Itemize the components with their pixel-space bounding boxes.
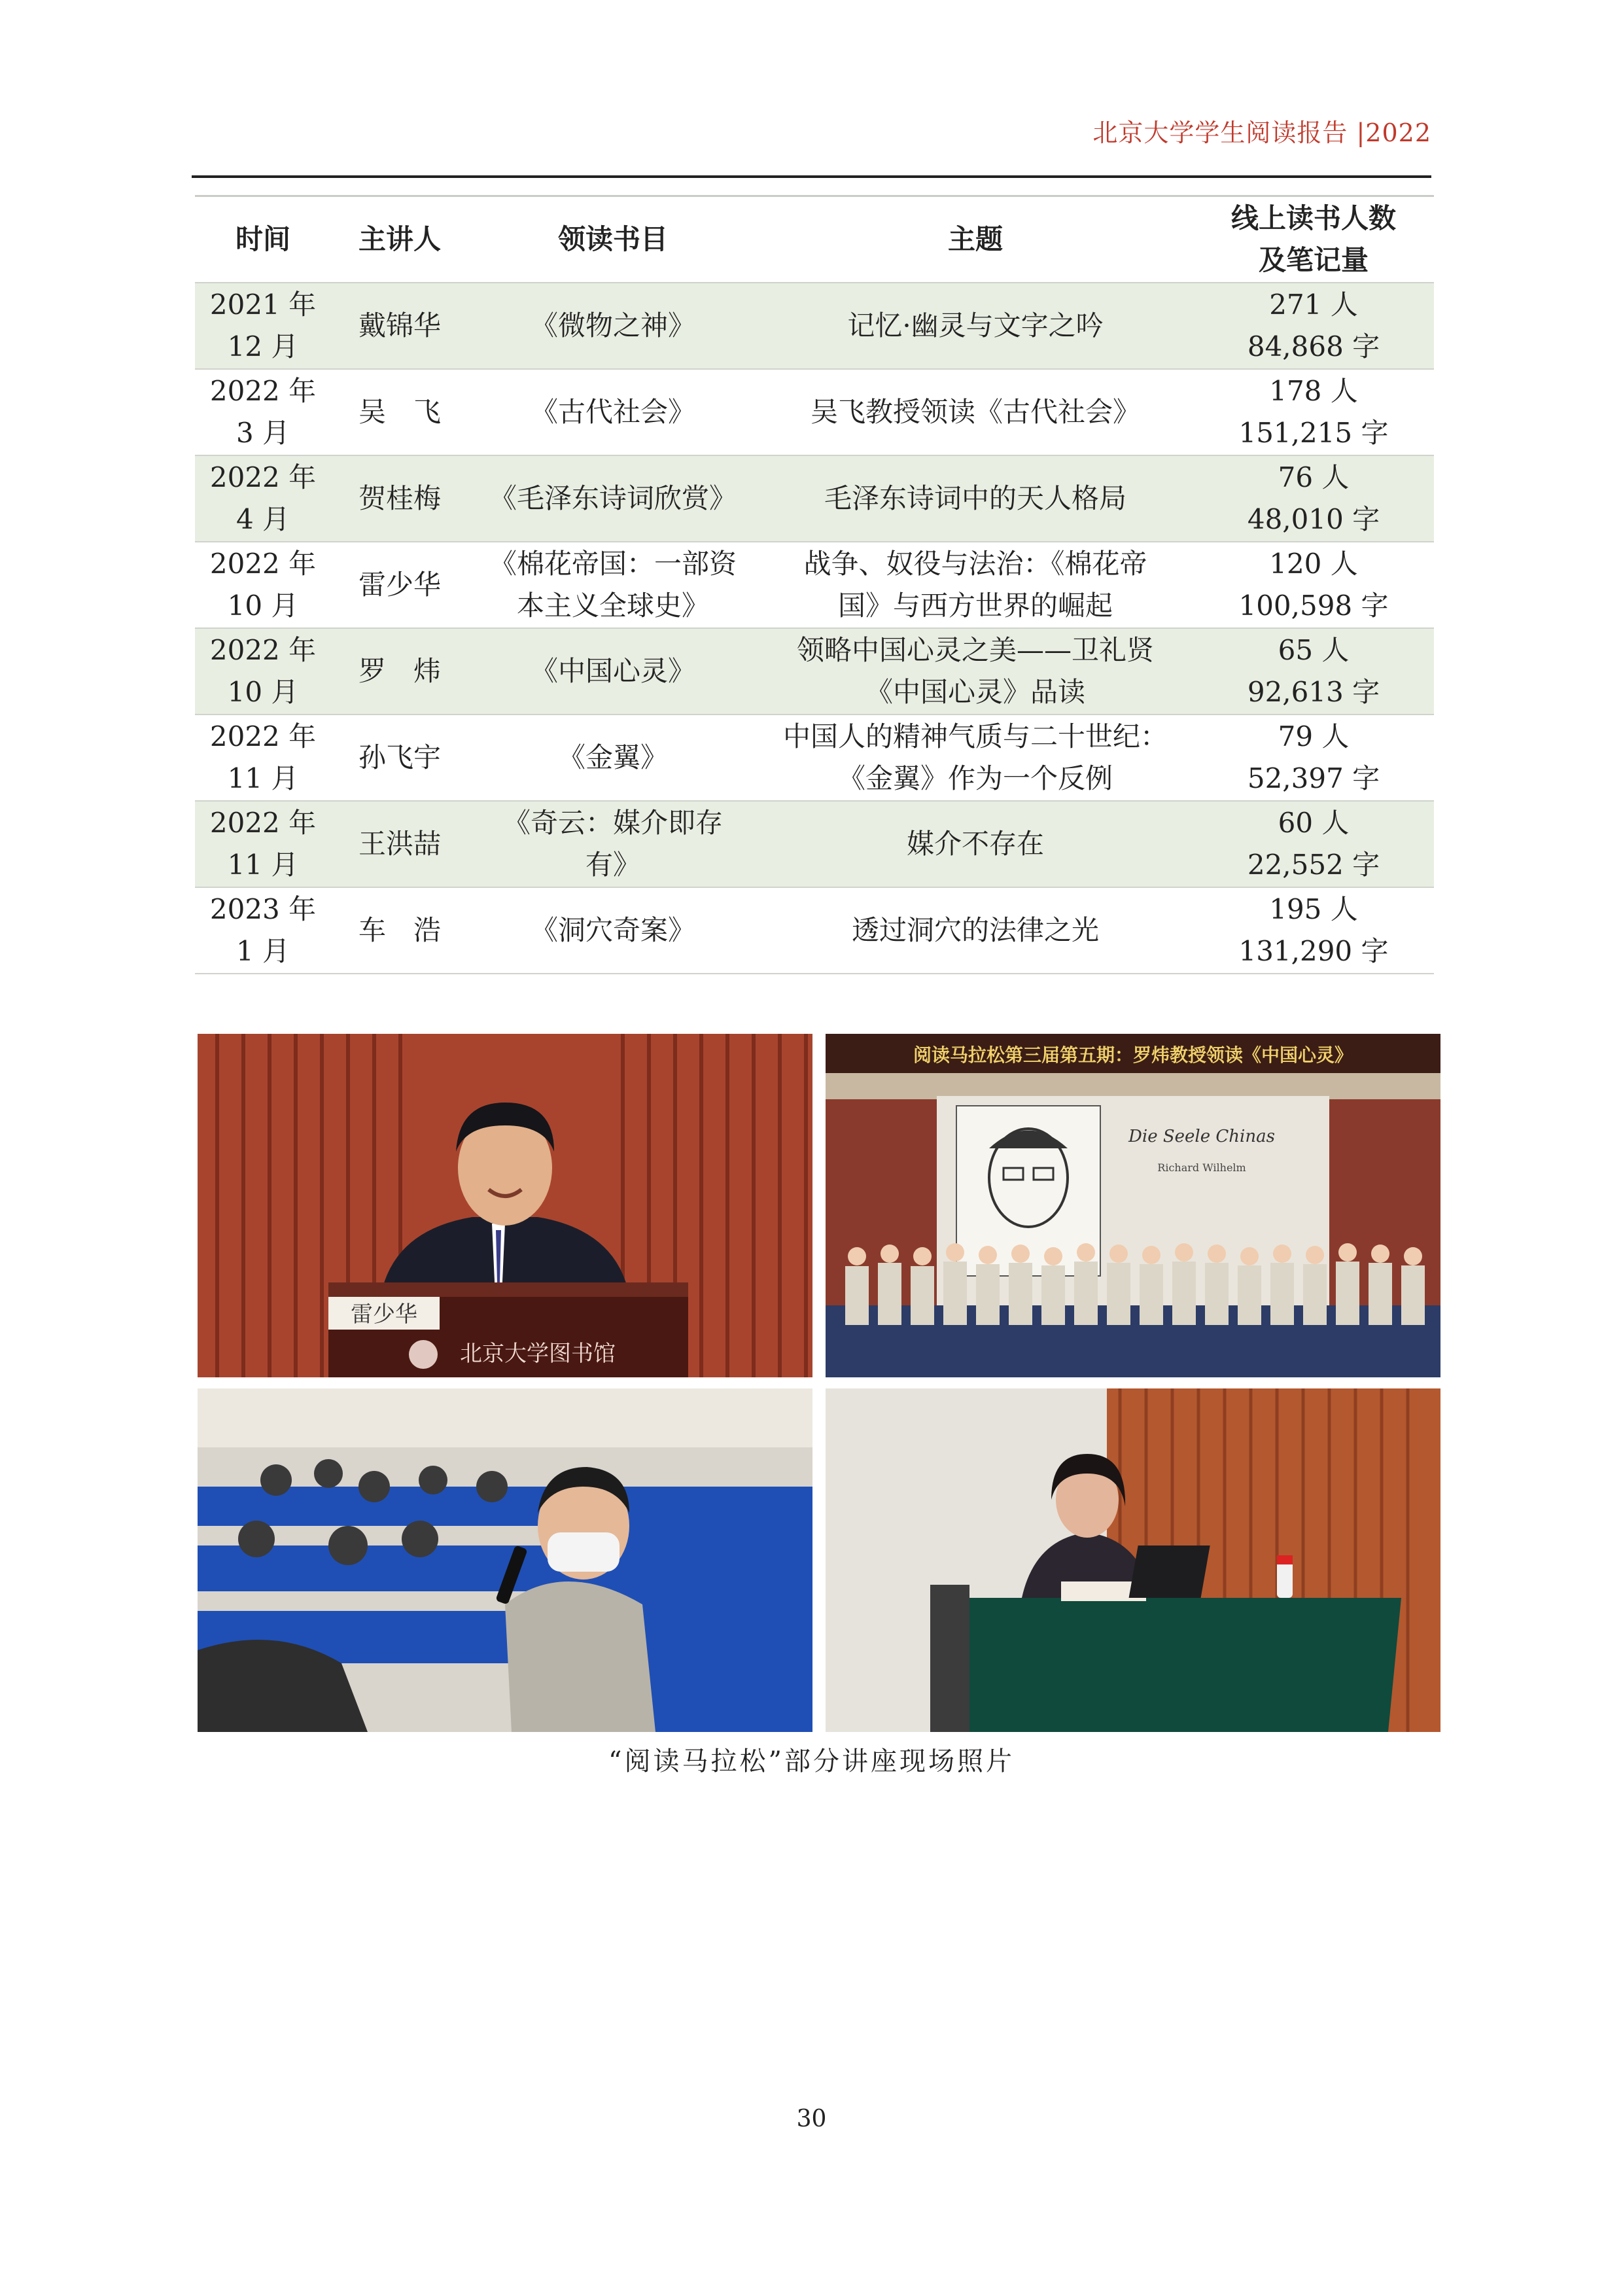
cell-book-line: 《金翼》 [557, 741, 668, 773]
cell-time-line: 3 月 [236, 416, 290, 449]
table-row [195, 283, 1434, 369]
cell-time-line: 2022 年 [209, 461, 317, 493]
cell-book [468, 283, 758, 369]
cell-stats [1193, 369, 1434, 455]
cell-book-line: 《毛泽东诗词欣赏》 [489, 482, 737, 514]
cell-time [195, 801, 331, 887]
cell-speaker: 王洪喆 [331, 801, 468, 887]
cell-stats-line: 79 人 [1278, 720, 1350, 752]
book-title-text: Die Seele Chinas [1128, 1127, 1275, 1146]
cell-theme-line: 领略中国心灵之美——卫礼贤 [796, 633, 1154, 666]
table-row [195, 715, 1434, 801]
table-header-row [195, 196, 1434, 283]
cell-book [468, 887, 758, 974]
cell-stats-line: 100,598 字 [1238, 589, 1389, 622]
cell-theme-line: 毛泽东诗词中的天人格局 [824, 482, 1126, 514]
cell-time-line: 2021 年 [209, 288, 317, 321]
cell-theme-line: 透过洞穴的法律之光 [851, 913, 1099, 946]
cell-theme-line: 媒介不存在 [906, 827, 1044, 860]
cell-theme [758, 542, 1193, 628]
photo-audience-question [198, 1388, 812, 1732]
cell-time [195, 369, 331, 455]
cell-stats-line: 178 人 [1269, 374, 1358, 407]
cell-time-line: 10 月 [227, 675, 299, 708]
cell-time [195, 542, 331, 628]
cell-stats-line: 76 人 [1278, 461, 1350, 493]
cell-theme-line: 战争、奴役与法治：《棉花帝 [803, 547, 1147, 580]
table-row [195, 455, 1434, 542]
cell-stats-line: 151,215 字 [1238, 416, 1389, 449]
cell-time-line: 4 月 [236, 503, 290, 535]
col-header-time: 时间 [195, 196, 331, 283]
cell-speaker: 戴锦华 [331, 283, 468, 369]
cell-time-line: 2022 年 [209, 633, 317, 666]
cell-time-line: 2022 年 [209, 806, 317, 839]
cell-time [195, 628, 331, 715]
page-number: 30 [796, 2106, 827, 2132]
cell-theme [758, 369, 1193, 455]
col-header-stats [1193, 196, 1434, 283]
col-header-book: 领读书目 [468, 196, 758, 283]
cell-book [468, 801, 758, 887]
cell-book-line: 有》 [585, 848, 640, 881]
col-header-speaker: 主讲人 [331, 196, 468, 283]
table-row [195, 628, 1434, 715]
cell-time [195, 715, 331, 801]
cell-time-line: 1 月 [236, 934, 290, 967]
cell-stats-line: 131,290 字 [1238, 934, 1389, 967]
cell-book [468, 369, 758, 455]
table-row [195, 801, 1434, 887]
cell-stats [1193, 455, 1434, 542]
col-header-stats-line: 线上读书人数 [1230, 202, 1396, 234]
photo-group-slide [826, 1034, 1440, 1377]
cell-speaker: 雷少华 [331, 542, 468, 628]
cell-theme [758, 455, 1193, 542]
cell-stats-line: 65 人 [1278, 633, 1350, 666]
cell-theme-line: 《中国心灵》品读 [865, 675, 1085, 708]
cell-speaker: 孙飞宇 [331, 715, 468, 801]
cell-theme-line: 《金翼》作为一个反例 [837, 762, 1113, 794]
photo-lecturer-table [826, 1388, 1440, 1732]
cell-stats [1193, 542, 1434, 628]
cell-stats-line: 84,868 字 [1247, 330, 1380, 362]
cell-stats [1193, 887, 1434, 974]
cell-stats [1193, 283, 1434, 369]
cell-theme-line: 国》与西方世界的崛起 [837, 589, 1113, 622]
cell-time-line: 12 月 [227, 330, 299, 362]
cell-theme-line: 中国人的精神气质与二十世纪： [782, 720, 1168, 752]
cell-book [468, 628, 758, 715]
table-row [195, 887, 1434, 974]
cell-time-line: 11 月 [227, 762, 299, 794]
cell-theme [758, 887, 1193, 974]
cell-book-line: 《微物之神》 [530, 309, 695, 342]
cell-stats-line: 271 人 [1269, 288, 1358, 321]
podium-logo-text: 北京大学图书馆 [460, 1341, 616, 1367]
cell-stats [1193, 801, 1434, 887]
cell-stats-line: 22,552 字 [1247, 848, 1380, 881]
cell-time-line: 11 月 [227, 848, 299, 881]
cell-book [468, 715, 758, 801]
cell-speaker: 车 浩 [331, 887, 468, 974]
cell-speaker: 贺桂梅 [331, 455, 468, 542]
cell-book-line: 《古代社会》 [530, 395, 695, 428]
cell-stats-line: 120 人 [1269, 547, 1358, 580]
cell-theme [758, 801, 1193, 887]
cell-time [195, 887, 331, 974]
book-author-text: Richard Wilhelm [1157, 1161, 1246, 1174]
cell-theme-line: 记忆·幽灵与文字之吟 [847, 309, 1104, 342]
cell-theme [758, 628, 1193, 715]
cell-stats-line: 48,010 字 [1247, 503, 1380, 535]
cell-book-line: 《奇云：媒介即存 [502, 806, 723, 839]
cell-book-line: 《棉花帝国：一部资 [489, 547, 737, 580]
cell-book-line: 《洞穴奇案》 [530, 913, 695, 946]
table-row [195, 542, 1434, 628]
table-row [195, 369, 1434, 455]
cell-time-line: 2022 年 [209, 720, 317, 752]
cell-book [468, 542, 758, 628]
cell-speaker: 吴 飞 [331, 369, 468, 455]
cell-stats [1193, 628, 1434, 715]
cell-speaker: 罗 炜 [331, 628, 468, 715]
cell-theme-line: 吴飞教授领读《古代社会》 [810, 395, 1140, 428]
cell-time-line: 2023 年 [209, 892, 317, 925]
cell-time [195, 455, 331, 542]
cell-book-line: 本主义全球史》 [516, 589, 709, 622]
slide-banner-text: 阅读马拉松第三届第五期：罗炜教授领读《中国心灵》 [913, 1044, 1353, 1066]
nameplate-text: 雷少华 [351, 1301, 417, 1328]
cell-stats-line: 92,613 字 [1247, 675, 1380, 708]
cell-theme [758, 715, 1193, 801]
col-header-stats-line: 及笔记量 [1258, 243, 1369, 276]
cell-stats-line: 60 人 [1278, 806, 1350, 839]
cell-theme [758, 283, 1193, 369]
cell-stats-line: 52,397 字 [1247, 762, 1380, 794]
cell-book-line: 《中国心灵》 [530, 654, 695, 687]
cell-time-line: 2022 年 [209, 547, 317, 580]
photo-speaker-podium [198, 1034, 812, 1377]
col-header-theme: 主题 [758, 196, 1193, 283]
cell-book [468, 455, 758, 542]
running-header: 北京大学学生阅读报告 |2022 [1092, 118, 1431, 147]
cell-stats [1193, 715, 1434, 801]
photo-caption: “阅读马拉松”部分讲座现场照片 [608, 1746, 1015, 1776]
cell-time-line: 2022 年 [209, 374, 317, 407]
header-divider [192, 175, 1431, 178]
cell-stats-line: 195 人 [1269, 892, 1358, 925]
cell-time-line: 10 月 [227, 589, 299, 622]
lecture-table [195, 195, 1434, 974]
cell-time [195, 283, 331, 369]
